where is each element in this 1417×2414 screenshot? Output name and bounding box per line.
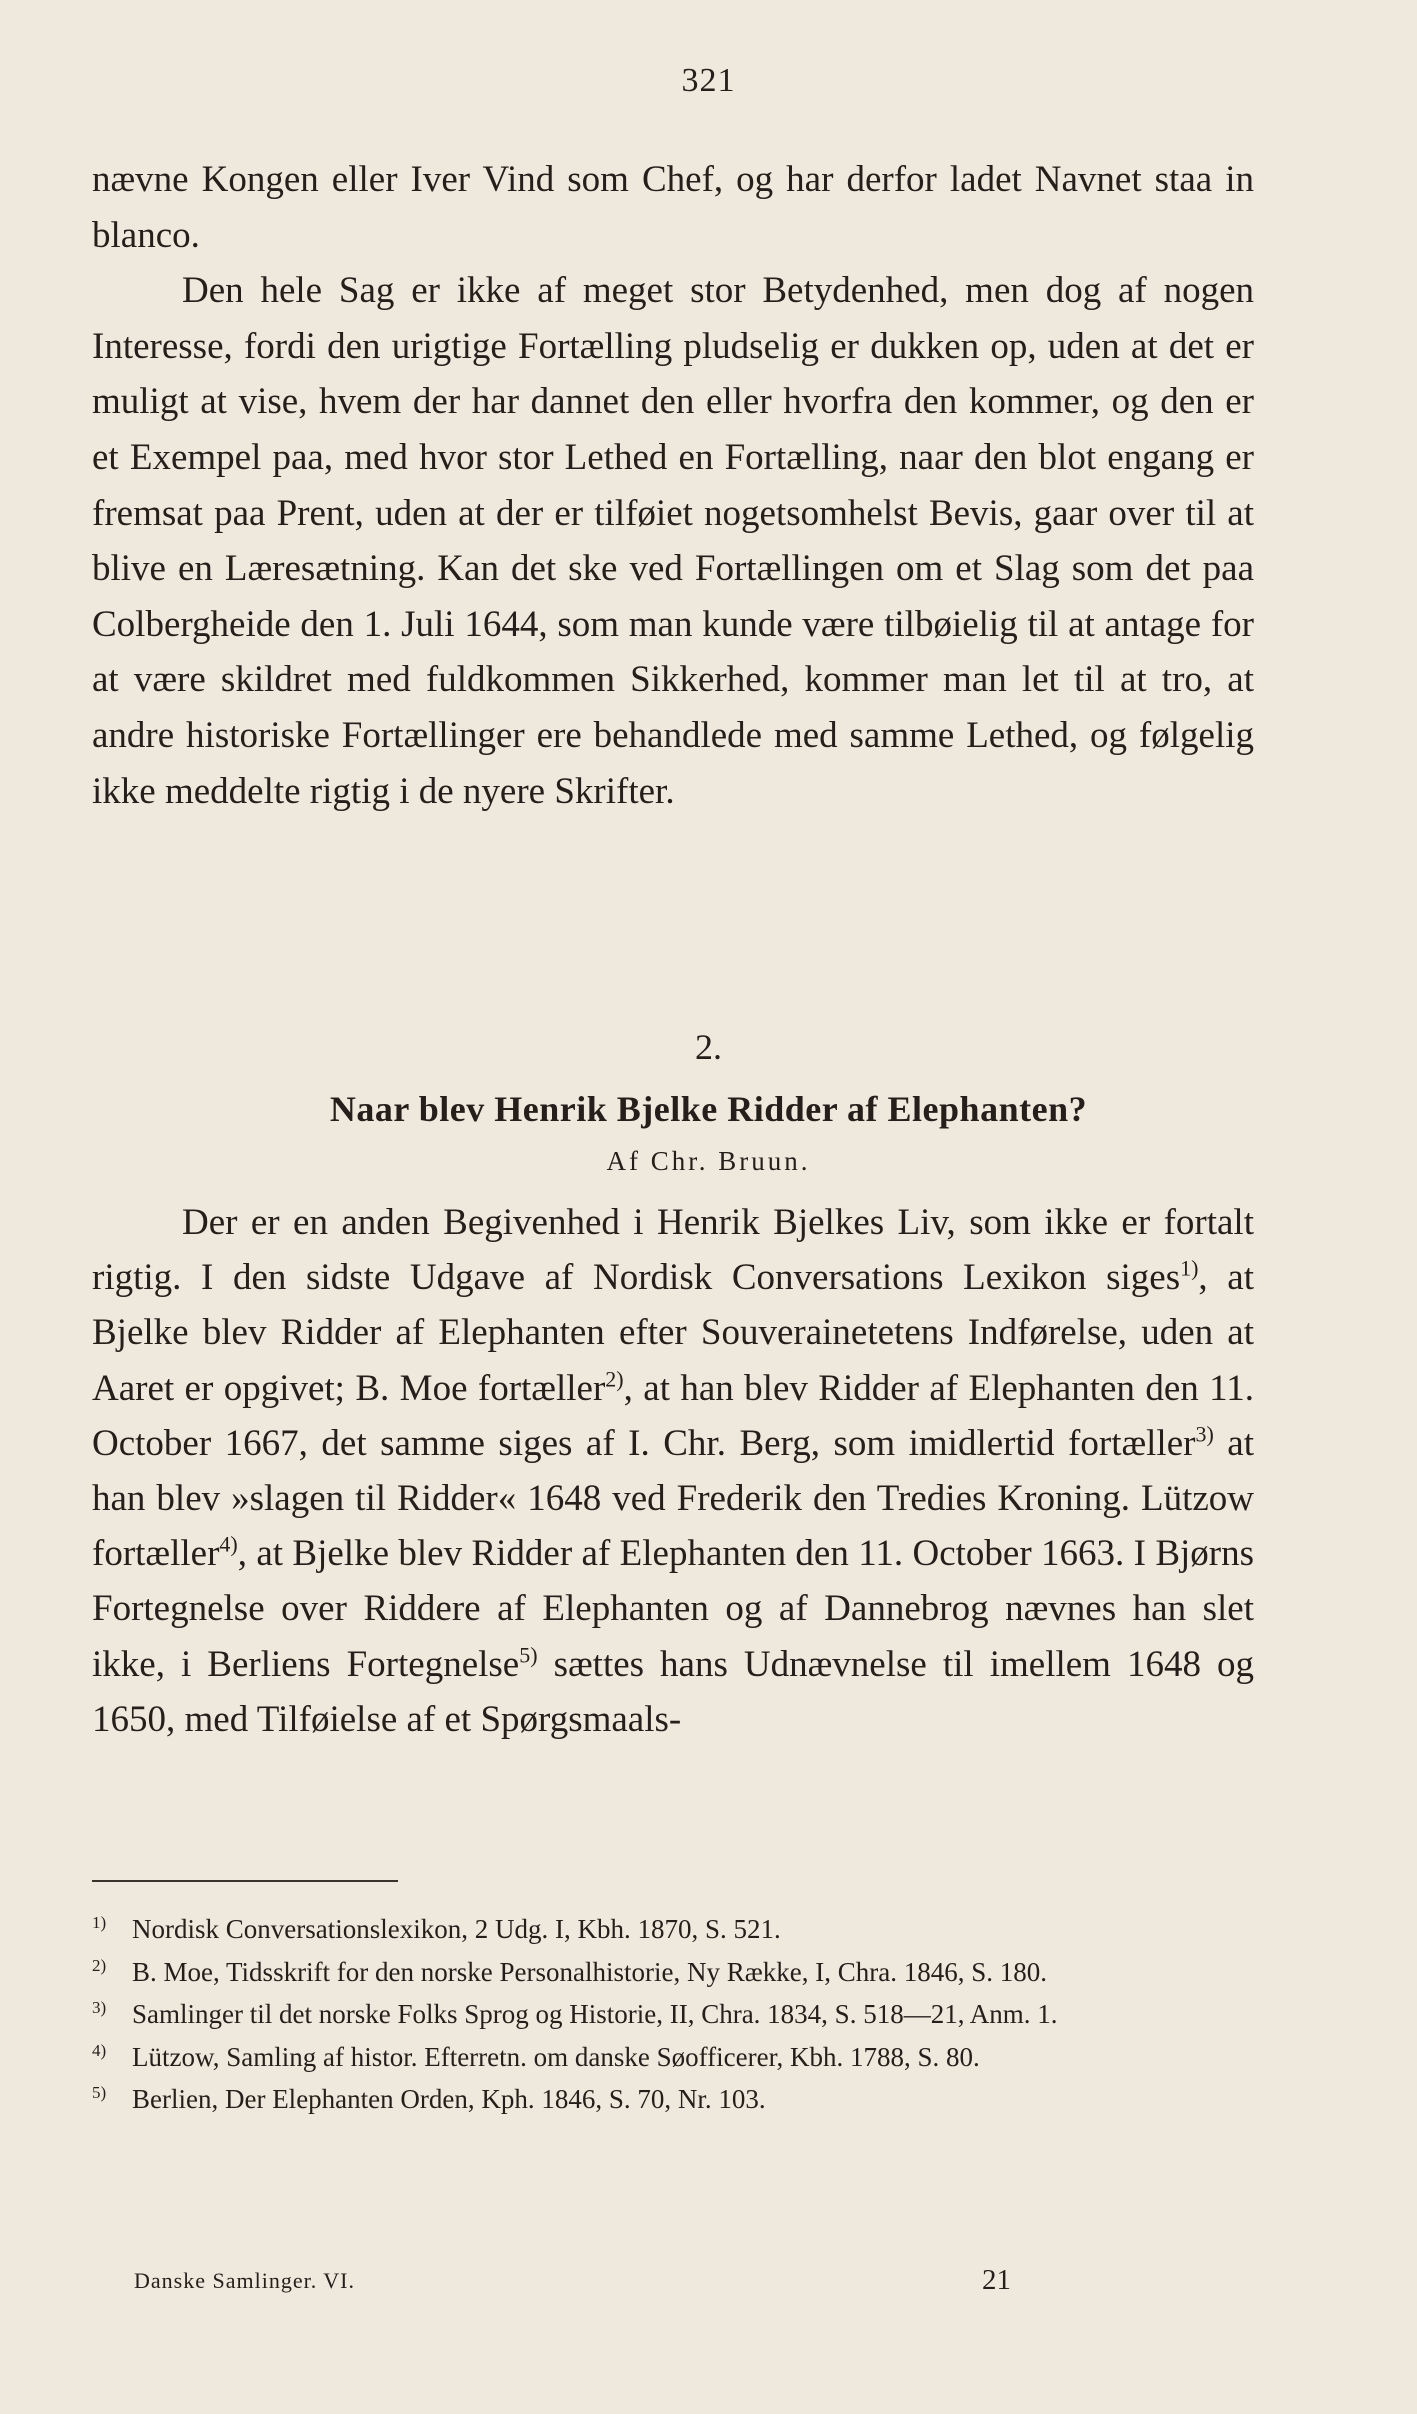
footnote-mark: [92, 2036, 132, 2079]
intro-paragraph: nævne Kongen eller Iver Vind som Chef, og har derfor ladet Navnet staa in blanco.: [92, 159, 1254, 256]
footnote-ref[interactable]: 1): [1180, 1255, 1199, 1281]
text-run: , at han blev Ridder af Elephanten den 11. October 1667, det samme siges af I. Chr. Berg, som imidlertid fortæller: [92, 1367, 1255, 1464]
printer-signature: [134, 2264, 1034, 2296]
footnote-mark: [92, 1951, 132, 1994]
signature-text: Danske Samlinger. VI.: [134, 2268, 356, 2293]
intro-text: [92, 152, 1254, 819]
footnote-mark: [92, 2078, 132, 2121]
text-run: at han blev »slagen til Ridder« 1648 ved Frederik den Tredies Kroning. Lützow fortæller: [92, 1422, 1254, 1575]
footnote-ref[interactable]: 4): [219, 1531, 238, 1557]
page-number: 321: [681, 62, 736, 99]
footnotes: [92, 1908, 1254, 2121]
intro-paragraph: Den hele Sag er ikke af meget stor Betydenhed, men dog af nogen Interesse, fordi den urigtige Fortælling pludselig er dukken op, uden at det er muligt at vise, hvem der har dannet den eller hvorfra den kommer, og den er et Exempel paa, med hvor stor Lethed en Fortælling, naar den blot engang er fremsat paa Prent, uden at der er tilføiet nogetsomhelst Bevis, gaar over til at blive en Læresætning. Kan det ske ved Fortællingen om et Slag som det paa Colbergheide den 1. Juli 1644, som man kunde være tilbøielig til at antage for at være skildret med fuldkommen Sikkerhed, kommer man let til at tro, at andre historiske Fortællinger ere behandlede med samme Lethed, og følgelig ikke meddelte rigtig i de nyere Skrifter.: [92, 270, 1254, 812]
section-author: Af Chr. Bruun.: [606, 1146, 811, 1176]
footnote-divider: [92, 1880, 398, 1882]
footnote-mark-text: 5): [92, 2083, 107, 2102]
footnote-mark-text: 4): [92, 2040, 107, 2060]
footnote-ref[interactable]: 5): [519, 1642, 538, 1668]
footnote-text: B. Moe, Tidsskrift for den norske Personalhistorie, Ny Række, I, Chra. 1846, S. 180.: [132, 1956, 1047, 1987]
footnote-mark: [92, 1993, 132, 2036]
footnote-mark-text: 2): [92, 1955, 107, 1975]
footnote-text: Nordisk Conversationslexikon, 2 Udg. I, Kbh. 1870, S. 521.: [132, 1914, 781, 1944]
text-run: , at Bjelke blev Ridder af Elephanten efter Souverainetetens Indførelse, uden at Aaret er opgivet; B. Moe fortæller: [92, 1257, 1254, 1409]
footnote: [92, 1908, 1254, 1951]
text-run: sættes hans Udnævnelse til imellem 1648 og 1650, med Tilføielse af et Spørgsmaals-: [92, 1643, 1254, 1740]
footnote: [92, 2036, 1254, 2079]
footnote-ref[interactable]: 3): [1195, 1421, 1214, 1447]
section-number: 2.: [695, 1027, 722, 1067]
signature-number: 21: [982, 2264, 1011, 2296]
text-run: , at Bjelke blev Ridder af Elephanten den 11. October 1663. I Bjørns Fortegnelse over Riddere af Elephanten og af Dannebrog nævnes han slet ikke, i Berliens Fortegnelse: [92, 1533, 1254, 1685]
section-title: Naar blev Henrik Bjelke Ridder af Elephanten?: [329, 1089, 1088, 1129]
footnote-mark-text: 3): [92, 1998, 107, 2017]
footnote-ref[interactable]: 2): [605, 1366, 624, 1392]
section-paragraph: [92, 1195, 1254, 1747]
footnote-text: Samlinger til det norske Folks Sprog og Historie, II, Chra. 1834, S. 518—21, Anm. 1.: [132, 1999, 1058, 2029]
footnote-text: Berlien, Der Elephanten Orden, Kph. 1846, S. 70, Nr. 103.: [132, 2084, 766, 2114]
section-body: [92, 1195, 1254, 1747]
footnote-text: Lützow, Samling af histor. Efterretn. om danske Søofficerer, Kbh. 1788, S. 80.: [132, 2041, 980, 2072]
text-run: Der er en anden Begivenhed i Henrik Bjelkes Liv, som ikke er fortalt rigtig. I den sidste Udgave af Nordisk Conversations Lexikon siges: [92, 1202, 1254, 1299]
footnote: [92, 1951, 1254, 1994]
footnote: [92, 1993, 1254, 2036]
footnote: [92, 2078, 1254, 2121]
footnote-mark-text: 1): [92, 1913, 107, 1932]
footnote-mark: [92, 1908, 132, 1951]
